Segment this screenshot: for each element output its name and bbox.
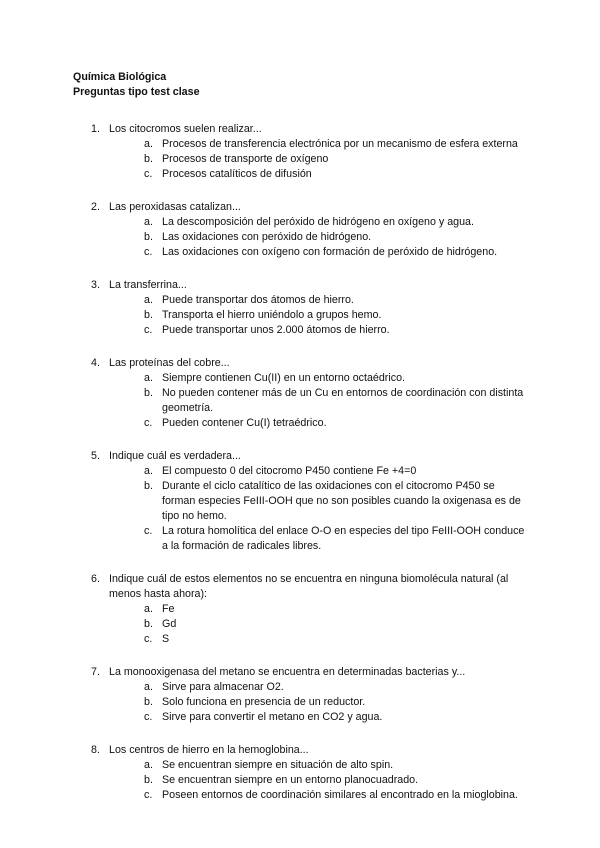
option-letter: c. — [144, 324, 153, 336]
answer-option — [144, 632, 530, 647]
option-letter: b. — [144, 480, 153, 492]
document-header — [73, 70, 530, 100]
option-text: Procesos de transporte de oxígeno — [162, 153, 329, 165]
option-text: Transporta el hierro uniéndolo a grupos hemo. — [162, 309, 382, 321]
question-text: Los centros de hierro en la hemoglobina... — [109, 744, 309, 756]
answer-option — [144, 416, 530, 431]
option-text: Sirve para almacenar O2. — [162, 681, 284, 693]
option-letter: a. — [144, 759, 153, 771]
question-number: 5. — [91, 450, 100, 462]
option-text: Poseen entornos de coordinación similares al encontrado en la mioglobina. — [162, 789, 518, 801]
option-text: Las oxidaciones con peróxido de hidrógeno. — [162, 231, 372, 243]
option-text: El compuesto 0 del citocromo P450 contiene Fe +4=0 — [162, 465, 417, 477]
question-number: 7. — [91, 666, 100, 678]
question-item — [73, 122, 530, 182]
option-letter: a. — [144, 294, 153, 306]
answer-option — [144, 230, 530, 245]
question-number: 1. — [91, 123, 100, 135]
answer-option — [144, 524, 530, 554]
question-text: Indique cuál de estos elementos no se encuentra en ninguna biomolécula natural (al menos hasta ahora): — [109, 573, 509, 600]
option-text: Solo funciona en presencia de un reductor. — [162, 696, 366, 708]
option-letter: a. — [144, 465, 153, 477]
option-letter: a. — [144, 372, 153, 384]
option-letter: a. — [144, 681, 153, 693]
answer-option — [144, 167, 530, 182]
question-item — [73, 278, 530, 338]
option-text: Puede transportar unos 2.000 átomos de hierro. — [162, 324, 390, 336]
answer-option — [144, 695, 530, 710]
answer-option — [144, 371, 530, 386]
option-letter: a. — [144, 603, 153, 615]
option-text: Sirve para convertir el metano en CO2 y agua. — [162, 711, 383, 723]
option-text: Puede transportar dos átomos de hierro. — [162, 294, 354, 306]
answer-option — [144, 215, 530, 230]
option-list — [109, 371, 530, 431]
option-letter: b. — [144, 774, 153, 786]
option-text: Fe — [162, 603, 175, 615]
option-letter: c. — [144, 525, 153, 537]
option-text: Durante el ciclo catalítico de las oxidaciones con el citocromo P450 se forman especies FeIII-OOH que no son posibles cuando la oxigenasa es de tipo no hemo. — [162, 480, 521, 522]
option-text: Se encuentran siempre en situación de alto spin. — [162, 759, 394, 771]
option-letter: c. — [144, 633, 153, 645]
question-text: Indique cuál es verdadera... — [109, 450, 241, 462]
option-list — [109, 215, 530, 260]
option-letter: b. — [144, 387, 153, 399]
answer-option — [144, 617, 530, 632]
question-number: 4. — [91, 357, 100, 369]
question-text: La transferrina... — [109, 279, 187, 291]
option-list — [109, 293, 530, 338]
question-item — [73, 572, 530, 647]
option-letter: b. — [144, 696, 153, 708]
option-letter: b. — [144, 153, 153, 165]
question-item — [73, 665, 530, 725]
answer-option — [144, 245, 530, 260]
option-letter: c. — [144, 417, 153, 429]
question-item — [73, 743, 530, 803]
option-letter: a. — [144, 216, 153, 228]
option-list — [109, 464, 530, 554]
question-number: 2. — [91, 201, 100, 213]
option-text: Se encuentran siempre en un entorno planocuadrado. — [162, 774, 419, 786]
option-list — [109, 680, 530, 725]
answer-option — [144, 386, 530, 416]
option-letter: a. — [144, 138, 153, 150]
document-subtitle: Preguntas tipo test clase — [73, 86, 200, 98]
answer-option — [144, 680, 530, 695]
option-text: S — [162, 633, 170, 645]
question-text: Las peroxidasas catalizan... — [109, 201, 241, 213]
question-item — [73, 200, 530, 260]
option-text: Procesos catalíticos de difusión — [162, 168, 312, 180]
question-text: La monooxigenasa del metano se encuentra en determinadas bacterias y... — [109, 666, 466, 678]
option-text: Las oxidaciones con oxígeno con formación de peróxido de hidrógeno. — [162, 246, 498, 258]
option-letter: c. — [144, 789, 153, 801]
option-letter: b. — [144, 618, 153, 630]
option-list — [109, 758, 530, 803]
option-text: Siempre contienen Cu(II) en un entorno octaédrico. — [162, 372, 405, 384]
answer-option — [144, 152, 530, 167]
answer-option — [144, 710, 530, 725]
question-list — [73, 122, 530, 803]
option-text: Procesos de transferencia electrónica por un mecanismo de esfera externa — [162, 138, 518, 150]
document-title: Química Biológica — [73, 71, 167, 83]
option-text: La rotura homolítica del enlace O-O en especies del tipo FeIII-OOH conduce a la formación de radicales libres. — [162, 525, 525, 552]
question-text: Los citocromos suelen realizar... — [109, 123, 262, 135]
answer-option — [144, 758, 530, 773]
answer-option — [144, 773, 530, 788]
question-item — [73, 356, 530, 431]
option-letter: c. — [144, 168, 153, 180]
question-number: 6. — [91, 573, 100, 585]
answer-option — [144, 788, 530, 803]
answer-option — [144, 602, 530, 617]
question-text: Las proteínas del cobre... — [109, 357, 230, 369]
answer-option — [144, 308, 530, 323]
question-number: 8. — [91, 744, 100, 756]
answer-option — [144, 293, 530, 308]
option-text: No pueden contener más de un Cu en entornos de coordinación con distinta geometría. — [162, 387, 524, 414]
answer-option — [144, 464, 530, 479]
question-number: 3. — [91, 279, 100, 291]
question-item — [73, 449, 530, 554]
option-text: La descomposición del peróxido de hidrógeno en oxígeno y agua. — [162, 216, 474, 228]
option-text: Gd — [162, 618, 177, 630]
option-list — [109, 602, 530, 647]
option-letter: b. — [144, 309, 153, 321]
answer-option — [144, 479, 530, 524]
answer-option — [144, 323, 530, 338]
option-letter: c. — [144, 711, 153, 723]
option-list — [109, 137, 530, 182]
option-text: Pueden contener Cu(I) tetraédrico. — [162, 417, 327, 429]
option-letter: b. — [144, 231, 153, 243]
answer-option — [144, 137, 530, 152]
option-letter: c. — [144, 246, 153, 258]
